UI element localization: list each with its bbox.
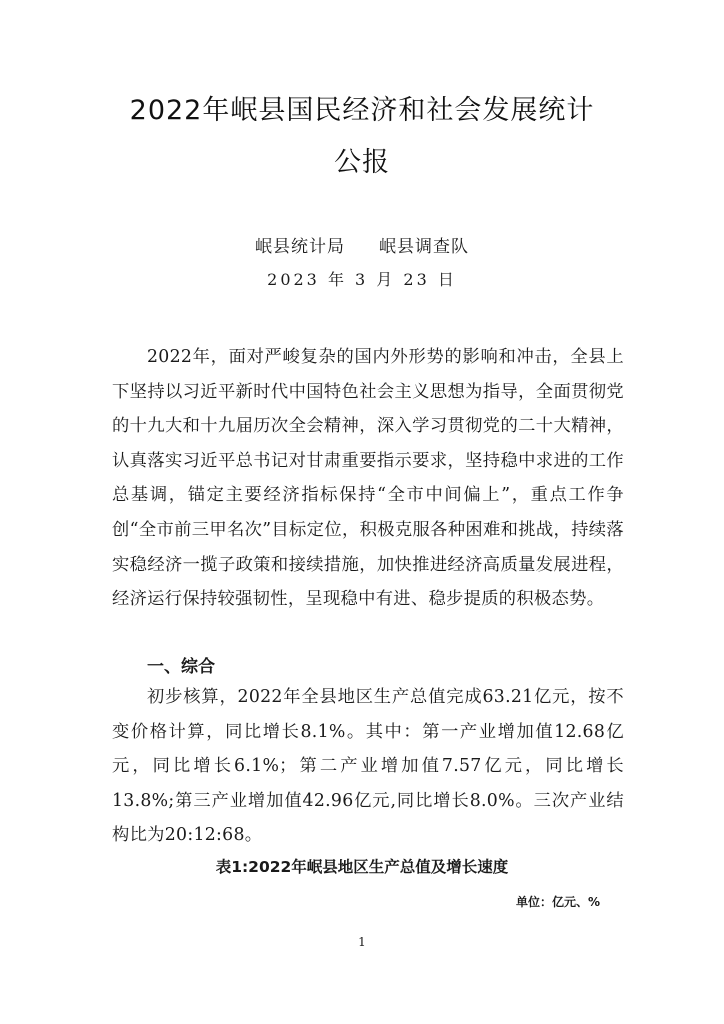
issuing-authorities xyxy=(0,232,724,257)
intro-paragraph: 2022年，面对严峻复杂的国内外形势的影响和冲击，全县上下坚持以习近平新时代中国特色社会主义思想为指导，全面贯彻党的十九大和十九届历次全会精神，深入学习贯彻党的二十大精神，认真落实习近平总书记对甘肃重要指示要求，坚持稳中求进的工作总基调，锚定主要经济指标保持“全市中间偏上”，重点工作争创“全市前三甲名次”目标定位，积极克服各种困难和挑战，持续落实稳经济一揽子政策和接续措施，加快推进经济高质量发展进程，经济运行保持较强韧性，呈现稳中有进、稳步提质的积极态势。 xyxy=(112,347,624,610)
section-heading-overview: 一、综合 xyxy=(147,657,215,677)
publication-date: 2023 年 3 月 23 日 xyxy=(267,270,457,289)
document-title-line-1: 2022年岷县国民经济和社会发展统计 xyxy=(129,95,595,126)
table-unit-label: 单位：亿元、% xyxy=(515,895,600,909)
author-survey-team: 岷县调查队 xyxy=(379,237,469,257)
table-caption: 表1:2022年岷县地区生产总值及增长速度 xyxy=(215,858,509,876)
overview-paragraph: 初步核算，2022年全县地区生产总值完成63.21亿元，按不变价格计算，同比增长8.1%。其中：第一产业增加值12.68亿元，同比增长6.1%；第二产业增加值7.57亿元，同比增长13.8%;第三产业增加值42.96亿元,同比增长8.0%。三次产业结构比为20:12:68。 xyxy=(112,687,624,846)
page-number: 1 xyxy=(358,935,366,949)
document-title-line-2: 公报 xyxy=(334,147,390,178)
author-statistics-bureau: 岷县统计局 xyxy=(255,237,345,257)
